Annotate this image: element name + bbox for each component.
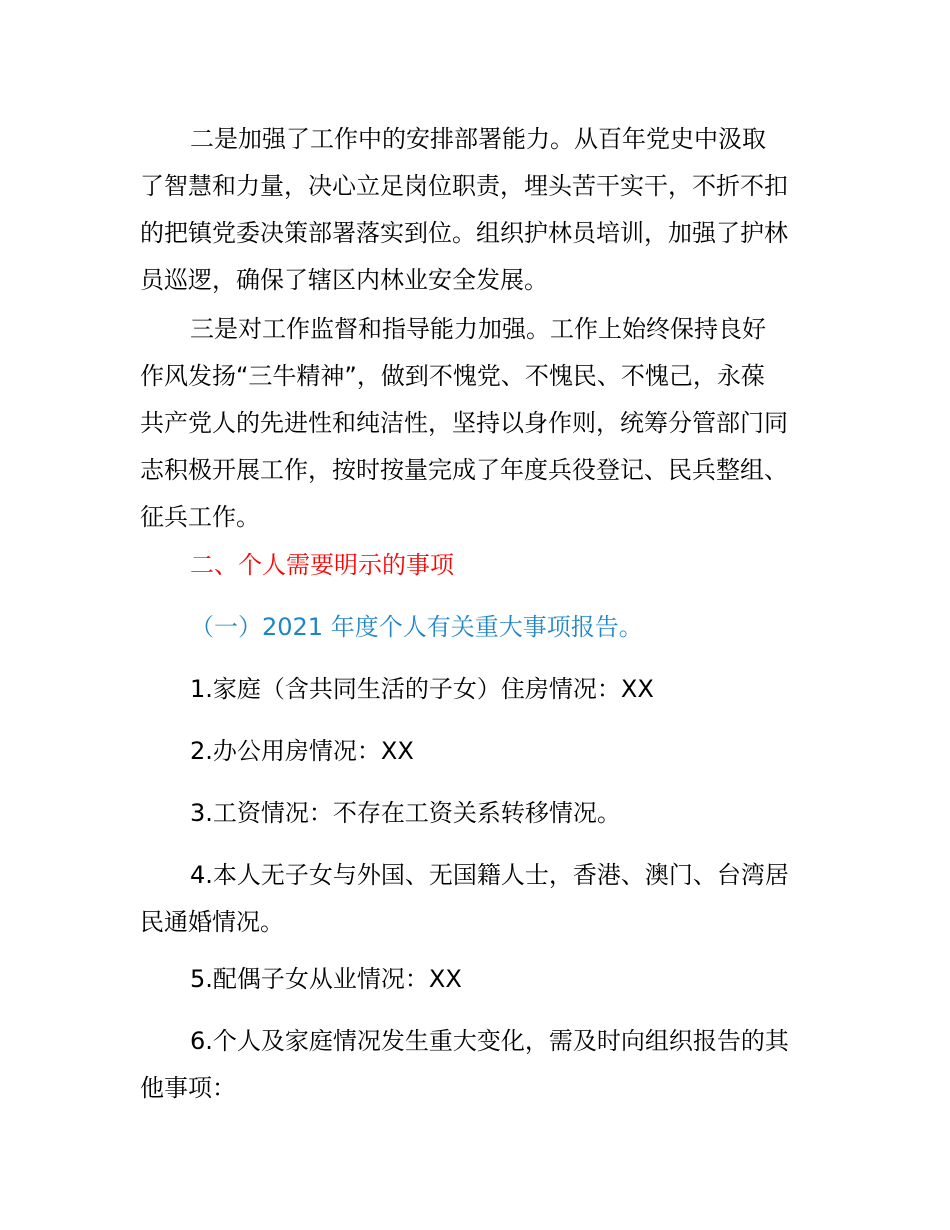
list-item-text: 民通婚情况。: [140, 908, 284, 936]
section-heading-text: 二、个人需要明示的事项: [190, 551, 454, 579]
list-item-other-matters: [140, 1018, 815, 1112]
list-item-salary: [140, 790, 815, 837]
paragraph-arrangement-ability: [140, 116, 815, 304]
paragraph-line: 二是加强了工作中的安排部署能力。从百年党史中汲取: [190, 125, 766, 153]
paragraph-line: 共产党人的先进性和纯洁性，坚持以身作则，统筹分管部门同: [140, 409, 788, 437]
list-item-marriage: [140, 852, 815, 946]
paragraph-line: 作风发扬“三牛精神”，做到不愧党、不愧民、不愧己，永葆: [140, 362, 765, 390]
list-item-text: 1.家庭（含共同生活的子女）住房情况：XX: [190, 675, 654, 703]
paragraph-line: 志积极开展工作，按时按量完成了年度兵役登记、民兵整组、: [140, 456, 788, 484]
sub-heading-text: （一）2021 年度个人有关重大事项报告。: [190, 613, 643, 641]
list-item-housing: [140, 666, 815, 713]
list-item-text: 5.配偶子女从业情况：XX: [190, 965, 462, 993]
paragraph-line: 的把镇党委决策部署落实到位。组织护林员培训，加强了护林: [140, 219, 788, 247]
list-item-text: 3.工资情况：不存在工资关系转移情况。: [190, 799, 621, 827]
list-item-text: 4.本人无子女与外国、无国籍人士，香港、澳门、台湾居: [190, 861, 789, 889]
paragraph-line: 了智慧和力量，决心立足岗位职责，埋头苦干实干，不折不扣: [140, 172, 788, 200]
paragraph-supervision-ability: [140, 306, 815, 541]
section-heading: [140, 542, 815, 589]
paragraph-line: 员巡逻，确保了辖区内林业安全发展。: [140, 266, 548, 294]
list-item-employment: [140, 956, 815, 1003]
list-item-office: [140, 728, 815, 775]
list-item-text: 他事项：: [140, 1074, 236, 1102]
list-item-text: 6.个人及家庭情况发生重大变化，需及时向组织报告的其: [190, 1027, 789, 1055]
list-item-text: 2.办公用房情况：XX: [190, 737, 414, 765]
paragraph-line: 征兵工作。: [140, 503, 260, 531]
paragraph-line: 三是对工作监督和指导能力加强。工作上始终保持良好: [190, 315, 766, 343]
sub-heading: [140, 604, 815, 651]
